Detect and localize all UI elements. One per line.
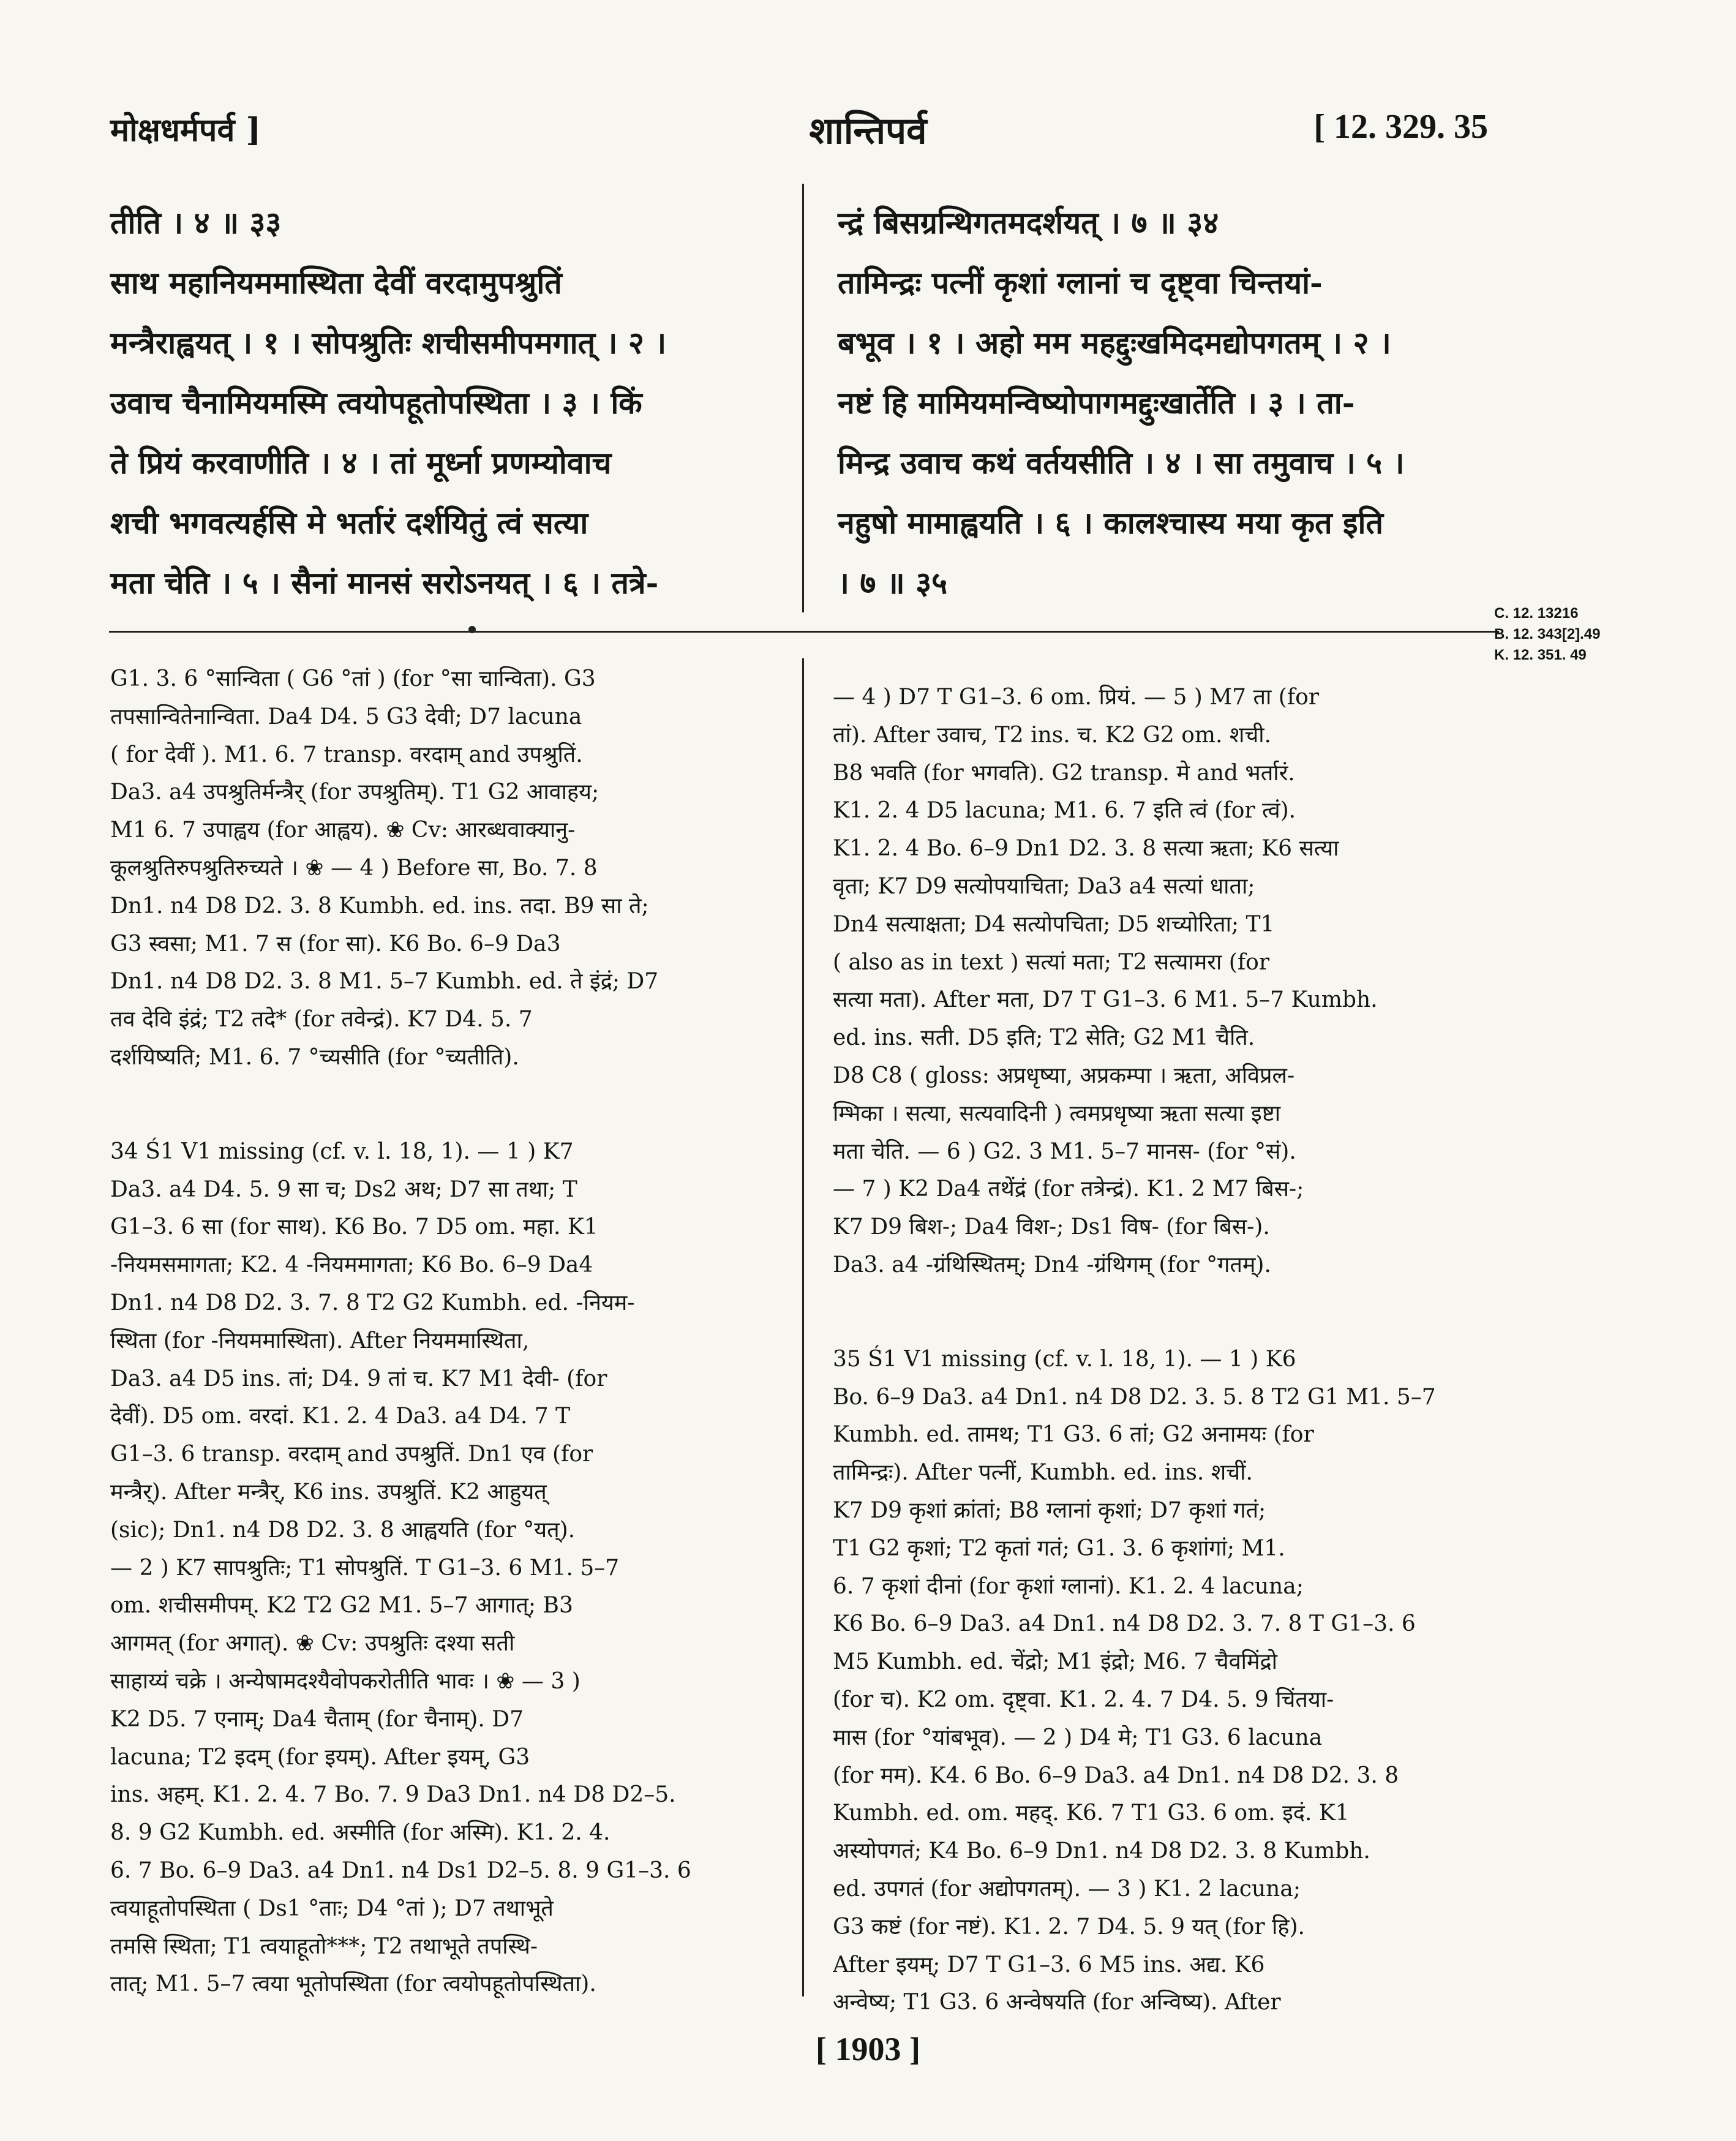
note-line: 34 Ś1 V1 missing (cf. v. l. 18, 1). — 1 ) K7 xyxy=(110,1138,574,1164)
note-line: — 2 ) K7 सापश्रुतिः; T1 सोपश्रुतिं. T G1–3. 6 M1. 5–7 xyxy=(110,1555,620,1581)
column-divider-bottom xyxy=(802,658,804,1996)
note-gap xyxy=(833,1284,1491,1341)
note-line: अन्वेष्य; T1 G3. 6 अन्वेषयति (for अन्विष्य). After xyxy=(833,1990,1281,2015)
header-section-title: मोक्षधर्मपर्व ] xyxy=(110,111,261,149)
note-line: Da3. a4 D4. 5. 9 सा च; Ds2 अथ; D7 सा तथा; T xyxy=(110,1176,577,1202)
verse-line: उवाच चैनामियमस्मि त्वयोपहूतोपस्थिता । ३ । किं xyxy=(110,385,642,421)
column-divider-top xyxy=(802,184,804,612)
note-line: कूलश्रुतिरुपश्रुतिरुच्यते । ❀ — 4 ) Before सा, Bo. 7. 8 xyxy=(110,855,598,881)
note-line: आगमत् (for अगात्). ❀ Cv: उपश्रुतिः दश्या सती xyxy=(110,1631,515,1657)
note-line: lacuna; T2 इदम् (for इयम्). After इयम्, G3 xyxy=(110,1744,530,1770)
note-line: M5 Kumbh. ed. चेंद्रो; M1 इंद्रो; M6. 7 चैवमिंद्रो xyxy=(833,1649,1277,1675)
note-line: तात्; M1. 5–7 त्वया भूतोपस्थिता (for त्वयोपहूतोपस्थिता). xyxy=(110,1971,596,1997)
note-line: T1 G2 कृशां; T2 कृतां गतं; G1. 3. 6 कृशांगां; M1. xyxy=(833,1535,1285,1561)
verse-line: ते प्रियं करवाणीति । ४ । तां मूर्ध्ना प्रणम्योवाच xyxy=(110,445,612,481)
note-line: दर्शयिष्यति; M1. 6. 7 °च्यसीति (for °च्यतीति). xyxy=(110,1044,519,1070)
page-number: [ 1903 ] xyxy=(816,2031,920,2068)
note-line: (for मम). K4. 6 Bo. 6–9 Da3. a4 Dn1. n4 D8 D2. 3. 8 xyxy=(833,1763,1399,1788)
note-line: Da3. a4 -ग्रंथिस्थितम्; Dn4 -ग्रंथिगम् (for °गतम्). xyxy=(833,1252,1271,1277)
note-line: K1. 2. 4 Bo. 6–9 Dn1 D2. 3. 8 सत्या ऋता; K6 सत्या xyxy=(833,836,1339,862)
note-line: K7 D9 कृशां क्रांतां; B8 ग्लानां कृशां; D7 कृशां गतं; xyxy=(833,1497,1266,1523)
note-line: om. शचीसमीपम्. K2 T2 G2 M1. 5–7 आगात्; B3 xyxy=(110,1593,573,1619)
note-line: तव देवि इंद्रं; T2 तदे* (for तवेन्द्रं). K7 D4. 5. 7 xyxy=(110,1007,533,1033)
critical-apparatus-left xyxy=(110,660,775,2003)
note-line: 8. 9 G2 Kumbh. ed. अस्मीति (for अस्मि). K1. 2. 4. xyxy=(110,1820,611,1846)
note-line: ed. ins. सती. D5 इति; T2 सेति; G2 M1 चैति. xyxy=(833,1025,1255,1051)
header-book-title: शान्तिपर्व xyxy=(809,110,927,152)
note-line: मास (for °यांबभूव). — 2 ) D4 मे; T1 G3. 6 lacuna xyxy=(833,1725,1323,1750)
note-line: G3 कष्टं (for नष्टं). K1. 2. 7 D4. 5. 9 यत् (for हि). xyxy=(833,1914,1305,1940)
verse-line: तीति । ४ ॥ ३३ xyxy=(110,205,282,241)
verse-line: मिन्द्र उवाच कथं वर्तयसीति । ४ । सा तमुवाच । ५ । xyxy=(838,445,1405,481)
note-line: K6 Bo. 6–9 Da3. a4 Dn1. n4 D8 D2. 3. 7. 8 T G1–3. 6 xyxy=(833,1611,1416,1637)
verse-line: न्द्रं बिसग्रन्थिगतमदर्शयत् । ७ ॥ ३४ xyxy=(838,205,1219,241)
note-line: Kumbh. ed. तामथ; T1 G3. 6 तां; G2 अनामयः (for xyxy=(833,1422,1314,1448)
verse-line: तामिन्द्रः पत्नीं कृशां ग्लानां च दृष्ट्वा चिन्तयां- xyxy=(838,265,1323,301)
note-line: ins. अहम्. K1. 2. 4. 7 Bo. 7. 9 Da3 Dn1. n4 D8 D2–5. xyxy=(110,1782,676,1808)
concordance-references xyxy=(1494,603,1600,666)
note-line: (sic); Dn1. n4 D8 D2. 3. 8 आह्वयति (for °यत्). xyxy=(110,1517,576,1543)
note-line: K7 D9 बिश-; Da4 विश-; Ds1 विष- (for बिस-). xyxy=(833,1214,1270,1240)
note-line: तां). After उवाच, T2 ins. च. K2 G2 om. शची. xyxy=(833,722,1272,748)
note-line: G3 स्वसा; M1. 7 स (for सा). K6 Bo. 6–9 Da3 xyxy=(110,931,561,957)
note-line: मन्त्रैर्). After मन्त्रैर्, K6 ins. उपश्रुतिं. K2 आहुयत् xyxy=(110,1479,547,1505)
note-line: ( also as in text ) सत्यां मता; T2 सत्यामरा (for xyxy=(833,949,1270,975)
note-line: After इयम्; D7 T G1–3. 6 M5 ins. अद्य. K6 xyxy=(833,1952,1265,1977)
note-line: M1 6. 7 उपाह्वय (for आह्वय). ❀ Cv: आरब्धवाक्यानु- xyxy=(110,818,576,843)
note-line: तामिन्द्रः). After पत्नीं, Kumbh. ed. ins. शचीं. xyxy=(833,1460,1253,1486)
note-line: स्थिता (for -नियममास्थिता). After नियममास्थिता, xyxy=(110,1328,530,1353)
note-line: G1–3. 6 सा (for साथ). K6 Bo. 7 D5 om. महा. K1 xyxy=(110,1214,598,1240)
verse-line: मता चेति । ५ । सैनां मानसं सरोऽनयत् । ६ । तत्रे- xyxy=(110,565,659,601)
note-line: 35 Ś1 V1 missing (cf. v. l. 18, 1). — 1 ) K6 xyxy=(833,1346,1296,1372)
note-line: सत्या मता). After मता, D7 T G1–3. 6 M1. 5–7 Kumbh. xyxy=(833,987,1378,1013)
note-line: त्वयाहूतोपस्थिता ( Ds1 °ताः; D4 °तां ); D7 तथाभूते xyxy=(110,1895,554,1921)
note-line: Dn1. n4 D8 D2. 3. 8 Kumbh. ed. ins. तदा. B9 सा ते; xyxy=(110,893,649,919)
note-line: Dn1. n4 D8 D2. 3. 8 M1. 5–7 Kumbh. ed. ते इंद्रं; D7 xyxy=(110,969,659,995)
note-line: तमसि स्थिता; T1 त्वयाहूतो***; T2 तथाभूते तपस्थि- xyxy=(110,1933,538,1959)
note-line: — 7 ) K2 Da4 तथेंद्रं (for तत्रेन्द्रं). K1. 2 M7 बिस-; xyxy=(833,1176,1304,1202)
note-gap xyxy=(110,1077,775,1133)
note-line: वृता; K7 D9 सत्योपयाचिता; Da3 a4 सत्यां धाता; xyxy=(833,873,1255,899)
note-line: K2 D5. 7 एनाम्; Da4 चैताम् (for चैनाम्). D7 xyxy=(110,1706,524,1732)
note-line: देवीं). D5 om. वरदां. K1. 2. 4 Da3. a4 D4. 7 T xyxy=(110,1404,571,1429)
verse-line: मन्त्रैराह्वयत् । १ । सोपश्रुतिः शचीसमीपमगात् । २ । xyxy=(110,325,667,361)
concordance-bombay: B. 12. 343[2].49 xyxy=(1494,626,1601,642)
verse-line: । ७ ॥ ३५ xyxy=(838,565,948,601)
note-line: Dn1. n4 D8 D2. 3. 7. 8 T2 G2 Kumbh. ed. -नियम- xyxy=(110,1290,635,1315)
note-line: 6. 7 Bo. 6–9 Da3. a4 Dn1. n4 Ds1 D2–5. 8. 9 G1–3. 6 xyxy=(110,1857,691,1883)
note-line: — 4 ) D7 T G1–3. 6 om. प्रियं. — 5 ) M7 ता (for xyxy=(833,685,1320,710)
note-line: G1. 3. 6 °सान्विता ( G6 °तां ) (for °सा चान्विता). G3 xyxy=(110,666,596,691)
note-line: (for च). K2 om. दृष्ट्वा. K1. 2. 4. 7 D4. 5. 9 चिंतया- xyxy=(833,1687,1334,1712)
note-line: म्भिका । सत्या, सत्यवादिनी ) त्वमप्रधृष्या ऋता सत्या इष्टा xyxy=(833,1101,1281,1126)
verse-line: साथ महानियममास्थिता देवीं वरदामुपश्रुतिं xyxy=(110,265,562,301)
note-line: Da3. a4 उपश्रुतिर्मन्त्रैर् (for उपश्रुतिम्). T1 G2 आवाहय; xyxy=(110,780,599,805)
note-line: तपसान्वितेनान्विता. Da4 D4. 5 G3 देवी; D7 lacuna xyxy=(110,704,582,729)
horizontal-rule xyxy=(109,631,1499,633)
header-verse-reference: [ 12. 329. 35 xyxy=(1313,108,1488,146)
note-line: साहाय्यं चक्रे । अन्येषामदश्यैवोपकरोतीति भावः । ❀ — 3 ) xyxy=(110,1668,581,1694)
note-line: B8 भवति (for भगवति). G2 transp. मे and भर्तारं. xyxy=(833,760,1295,786)
note-line: Da3. a4 D5 ins. तां; D4. 9 तां च. K7 M1 देवी- (for xyxy=(110,1366,607,1391)
rule-mark xyxy=(468,626,476,633)
verse-line: बभूव । १ । अहो मम महद्दुःखमिदमद्योपगतम् । २ । xyxy=(838,325,1391,361)
verse-text-right xyxy=(838,193,1490,613)
note-line: D8 C8 ( gloss: अप्रधृष्या, अप्रकम्पा । ऋता, अविप्रल- xyxy=(833,1063,1295,1088)
verse-line: शची भगवत्यर्हसि मे भर्तारं दर्शयितुं त्वं सत्या xyxy=(110,505,588,541)
verse-line: नष्टं हि मामियमन्विष्योपागमद्दुःखार्तेति । ३ । ता- xyxy=(838,385,1355,421)
note-line: G1–3. 6 transp. वरदाम् and उपश्रुतिं. Dn1 एव (for xyxy=(110,1442,593,1467)
note-line: Bo. 6–9 Da3. a4 Dn1. n4 D8 D2. 3. 5. 8 T2 G1 M1. 5–7 xyxy=(833,1384,1436,1410)
verse-text-left xyxy=(110,193,772,613)
concordance-kumbhakonam: K. 12. 351. 49 xyxy=(1494,647,1587,663)
critical-apparatus-right xyxy=(833,679,1491,2022)
note-line: ( for देवीं ). M1. 6. 7 transp. वरदाम् and उपश्रुतिं. xyxy=(110,742,583,767)
note-line: अस्योपगतं; K4 Bo. 6–9 Dn1. n4 D8 D2. 3. 8 Kumbh. xyxy=(833,1838,1370,1864)
verse-line: नहुषो मामाह्वयति । ६ । कालश्चास्य मया कृत इति xyxy=(838,505,1384,541)
note-line: 6. 7 कृशां दीनां (for कृशां ग्लानां). K1. 2. 4 lacuna; xyxy=(833,1573,1304,1599)
note-line: मता चेति. — 6 ) G2. 3 M1. 5–7 मानस- (for °सं). xyxy=(833,1138,1296,1164)
note-line: K1. 2. 4 D5 lacuna; M1. 6. 7 इति त्वं (for त्वं). xyxy=(833,798,1296,824)
note-line: Kumbh. ed. om. महद्. K6. 7 T1 G3. 6 om. इदं. K1 xyxy=(833,1800,1350,1826)
note-line: ed. उपगतं (for अद्योपगतम्). — 3 ) K1. 2 lacuna; xyxy=(833,1876,1301,1902)
concordance-calcutta: C. 12. 13216 xyxy=(1494,605,1579,622)
note-line: Dn4 सत्याक्षता; D4 सत्योपचिता; D5 शच्योरिता; T1 xyxy=(833,911,1275,937)
note-line: -नियमसमागता; K2. 4 -नियममागता; K6 Bo. 6–9 Da4 xyxy=(110,1252,593,1278)
